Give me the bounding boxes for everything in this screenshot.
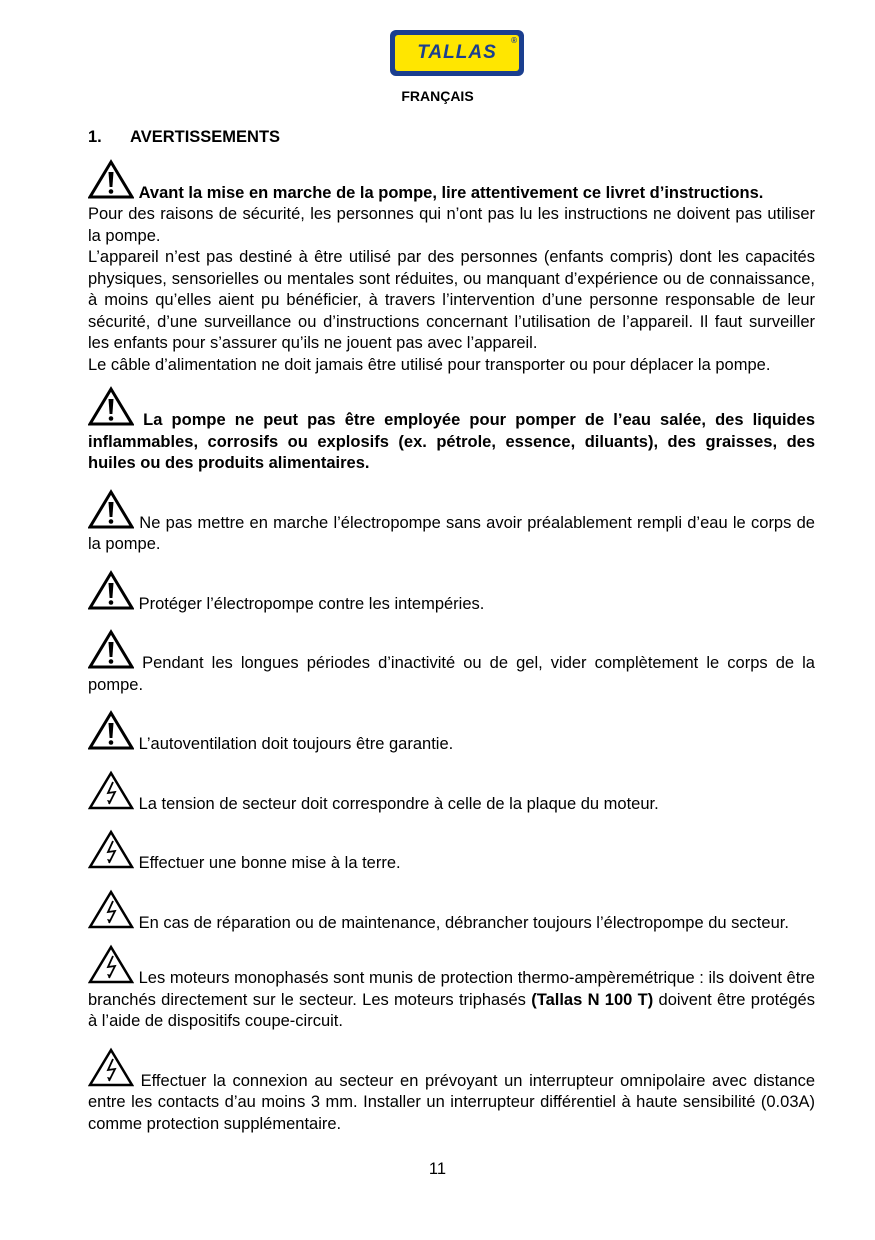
paragraph-safety-reasons: Pour des raisons de sécurité, les personnes qui n’ont pas lu les instructions ne doivent pas utiliser la pompe. (88, 205, 815, 245)
logo-registered-mark: ® (511, 36, 517, 45)
warning-triangle-lightning-icon (88, 770, 134, 810)
electric-warning-motor-protection (88, 944, 815, 1033)
section-heading (88, 127, 815, 149)
section-number: 1. (88, 128, 102, 146)
electric-warning-disconnect-text: En cas de réparation ou de maintenance, débrancher toujours l’électropompe du secteur. (138, 913, 789, 932)
warning-prime-pump-text: Ne pas mettre en marche l’électropompe sans avoir préalablement rempli d’eau le corps de la pompe. (88, 513, 815, 553)
warning-frost-drain (88, 629, 815, 696)
electric-warning-motor-text-1: Les moteurs monophasés sont munis de protection thermo-ampèremétrique : ils doivent être branchés directement sur le secteur. Les moteurs triphasés (88, 969, 815, 1009)
warning-weather (88, 570, 815, 616)
warning-prohibited-liquids-text: La pompe ne peut pas être employée pour pomper de l’eau salée, des liquides inflammables, corrosifs ou explosifs (ex. pétrole, essence, diluants), des graisses, des huiles ou des produits alimentaires. (88, 411, 815, 472)
warning-prohibited-liquids (88, 386, 815, 475)
warning-triangle-exclamation-icon (88, 710, 134, 750)
warning-prime-pump (88, 489, 815, 556)
warning-triangle-lightning-icon (88, 944, 134, 984)
warning-read-manual-text: Avant la mise en marche de la pompe, lire attentivement ce livret d’instructions. (138, 183, 764, 202)
tallas-logo (390, 30, 524, 76)
electric-warning-grounding-text: Effectuer une bonne mise à la terre. (138, 854, 401, 872)
warning-triangle-lightning-icon (88, 889, 134, 929)
electric-warning-motor-model: (Tallas N 100 T) (531, 990, 654, 1009)
electric-warning-disconnect (88, 889, 815, 935)
electric-warning-grounding (88, 829, 815, 875)
warning-triangle-exclamation-icon (88, 159, 134, 199)
warning-read-manual (88, 159, 815, 377)
warning-triangle-exclamation-icon (88, 386, 134, 426)
electric-warning-motor-text-2: doivent être protégés à l’aide de dispositifs coupe-circuit. (88, 990, 815, 1030)
warning-ventilation-text: L’autoventilation doit toujours être garantie. (138, 735, 454, 753)
electric-warning-switch (88, 1047, 815, 1136)
logo-plate (395, 35, 519, 71)
electric-warning-voltage-text: La tension de secteur doit correspondre à celle de la plaque du moteur. (138, 794, 659, 813)
warning-ventilation (88, 710, 815, 756)
warning-weather-text: Protéger l’électropompe contre les intempéries. (138, 594, 485, 613)
page-number: 11 (428, 1160, 447, 1178)
warning-triangle-exclamation-icon (88, 570, 134, 610)
language-label: FRANÇAIS (401, 88, 474, 104)
warnings-section (88, 127, 815, 1135)
section-title: AVERTISSEMENTS (130, 128, 281, 146)
warning-triangle-exclamation-icon (88, 629, 134, 669)
warning-triangle-lightning-icon (88, 829, 134, 869)
warning-frost-drain-text: Pendant les longues périodes d’inactivité ou de gel, vider complètement le corps de la pompe. (88, 654, 815, 694)
paragraph-reduced-capacities: L’appareil n’est pas destiné à être utilisé par des personnes (enfants compris) dont les capacités physiques, sensorielles ou mentales sont réduites, ou manquant d’expérience ou de connaissance, à moins qu’elles aient pu bénéficier, à travers l’intervention d’une personne responsable de leur sécurité, d’une surveillance ou d’instructions concernant l’utilisation de l’appareil. Il faut surveiller les enfants pour s’assurer qu’ils ne jouent pas avec l’appareil. (88, 248, 815, 352)
electric-warning-voltage (88, 770, 815, 816)
electric-warning-switch-text: Effectuer la connexion au secteur en prévoyant un interrupteur omnipolaire avec distance entre les contacts d’au moins 3 mm. Installer un interrupteur différentiel à haute sensibilité (0.03A) comme protection supplémentaire. (88, 1071, 815, 1133)
warning-triangle-lightning-icon (88, 1047, 134, 1087)
warning-triangle-exclamation-icon (88, 489, 134, 529)
logo-text: TALLAS (417, 42, 497, 63)
paragraph-power-cable: Le câble d’alimentation ne doit jamais être utilisé pour transporter ou pour déplacer la pompe. (88, 355, 771, 374)
